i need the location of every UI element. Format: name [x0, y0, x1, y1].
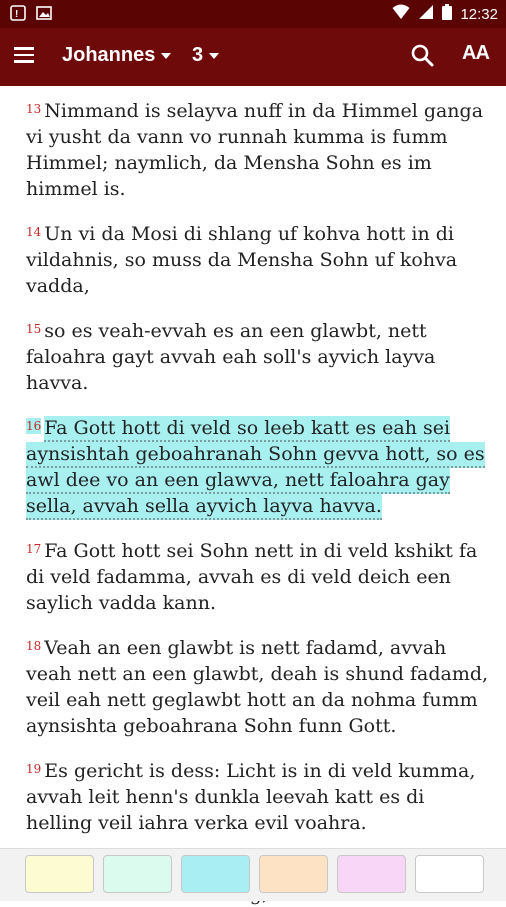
verse-text: Fa Gott hott di veld so leeb katt es eah sei aynsishtah geboahranah Sohn gevva hott, so es awl dee vo an een glawva, nett faloahra gay sella, avvah sella ayvich layva havva. [26, 416, 485, 520]
menu-icon[interactable] [12, 43, 40, 71]
verse-number: 16 [26, 419, 42, 433]
status-bar [0, 0, 506, 28]
verse-18[interactable] [26, 635, 492, 739]
chevron-down-icon [209, 53, 219, 59]
verse-number: 18 [26, 639, 42, 653]
signal-icon [418, 4, 434, 24]
text-size-button[interactable] [462, 42, 489, 65]
verse-text: Es gericht is dess: Licht is in di veld kumma, avvah leit henn's dunkla leevah katt es di helling veil iahra verka evil voahra. [26, 760, 476, 834]
verse-number: 13 [26, 102, 42, 116]
verse-text: Fa Gott hott sei Sohn nett in di veld kshikt fa di veld fadamma, avvah es di veld deich een saylich vadda kann. [26, 540, 478, 614]
battery-icon [442, 4, 452, 24]
status-time: 12:32 [460, 5, 498, 23]
verse-number: 17 [26, 542, 42, 556]
highlight-color-swatch[interactable] [25, 855, 94, 893]
highlight-color-bar [0, 848, 506, 901]
bible-text-view[interactable] [0, 86, 506, 848]
verse-14[interactable] [26, 221, 492, 299]
verse-text: Nimmand is selayva nuff in da Himmel ganga vi yusht da vann vo runnah kumma is fumm Himmel; naymlich, da Mensha Sohn es im himmel is. [26, 100, 484, 200]
text-size-label: AA [462, 42, 489, 64]
wifi-icon [392, 4, 410, 24]
verse-text: Veah an een glawbt is nett fadamd, avvah veah nett an een glawbt, deah is shund fadamd, veil eah nett geglawbt hott an da nohma fumm aynsishta geboahrana Sohn funn Gott. [26, 637, 489, 737]
verse-19[interactable] [26, 758, 492, 836]
highlight-color-swatch[interactable] [103, 855, 172, 893]
chapter-selector[interactable] [192, 44, 219, 67]
search-icon[interactable] [410, 43, 436, 69]
verse-17[interactable] [26, 538, 492, 616]
verse-15[interactable] [26, 318, 492, 396]
verse-number: 15 [26, 322, 42, 336]
verse-number: 19 [26, 762, 42, 776]
notification-icon [10, 5, 26, 25]
verse-16[interactable] [26, 415, 492, 519]
app-bar [0, 28, 506, 86]
verse-number: 14 [26, 225, 42, 239]
chevron-down-icon [161, 53, 171, 59]
highlight-color-swatch[interactable] [337, 855, 406, 893]
image-icon [36, 5, 52, 25]
highlight-color-swatch[interactable] [259, 855, 328, 893]
chapter-number: 3 [192, 44, 204, 66]
svg-text:!: ! [15, 9, 19, 20]
verse-text: so es veah-evvah es an een glawbt, nett faloahra gayt avvah eah soll's ayvich layva havva. [26, 320, 436, 394]
highlight-color-swatch[interactable] [181, 855, 250, 893]
highlight-color-swatch[interactable] [415, 855, 484, 893]
book-name: Johannes [62, 44, 156, 66]
verse-13[interactable] [26, 98, 492, 202]
book-selector[interactable] [62, 44, 171, 67]
verse-list [0, 86, 506, 907]
verse-text: Un vi da Mosi di shlang uf kohva hott in di vildahnis, so muss da Mensha Sohn uf kohva vadda, [26, 223, 458, 297]
